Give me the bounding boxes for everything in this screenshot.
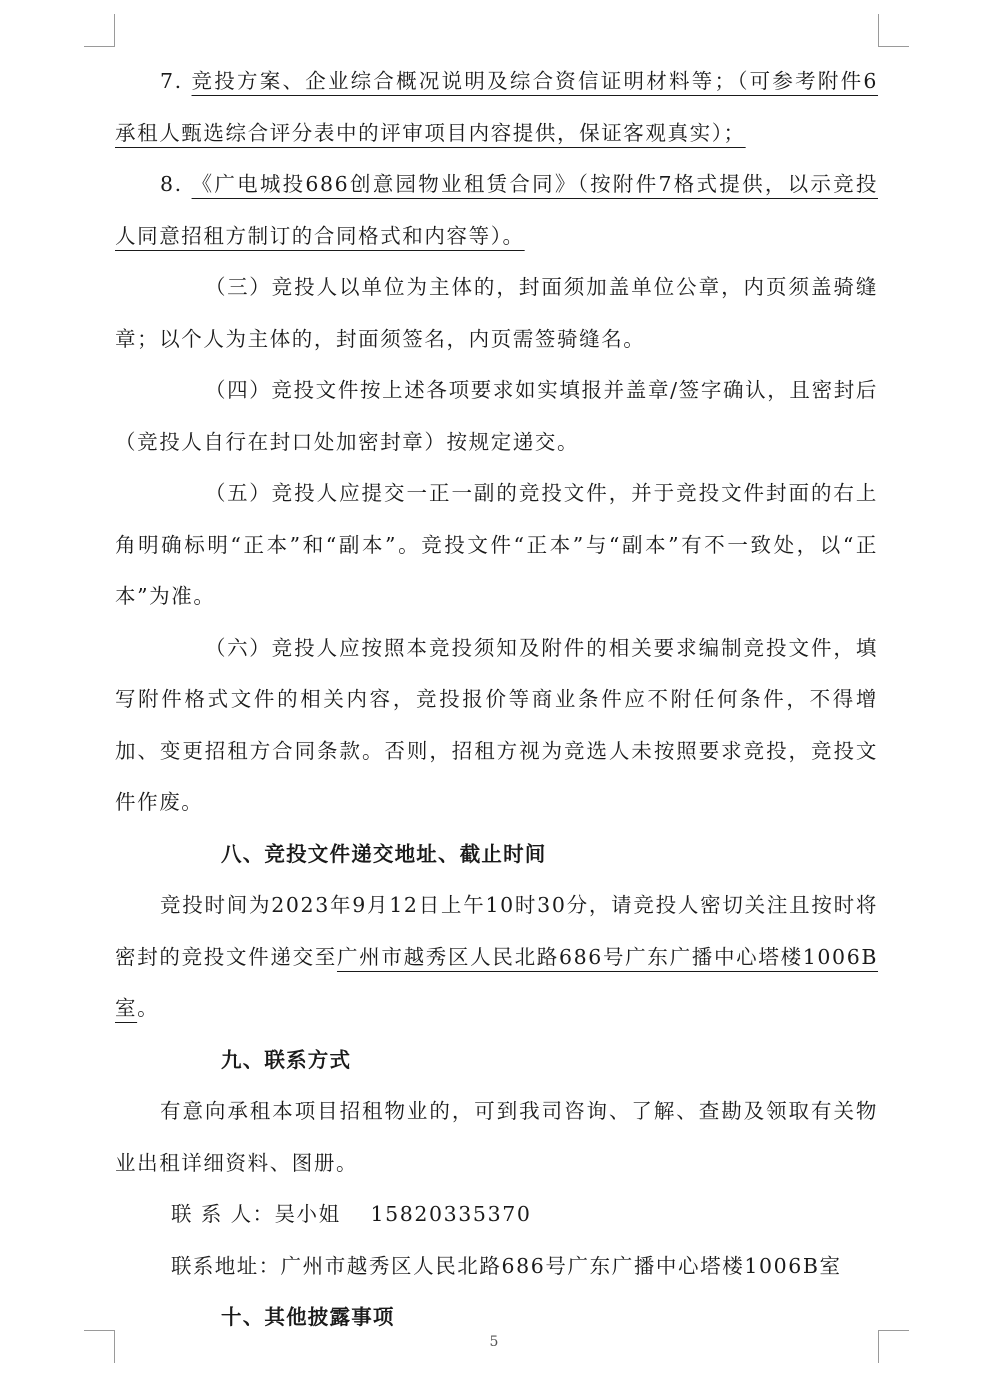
crop-mark-top-right: [878, 14, 909, 47]
page-number: 5: [489, 1334, 499, 1350]
paragraph-text: 竞投人以单位为主体的，封面须加盖单位公章，内页须盖骑缝章；以个人为主体的，封面须签名，内页需签骑缝名。: [115, 275, 878, 351]
item-number: 8.: [160, 172, 183, 196]
section-heading-8: [115, 829, 878, 881]
paragraph-number: （五）: [205, 481, 272, 505]
deadline-text-end: 。: [137, 996, 160, 1020]
paragraph-number: （六）: [205, 635, 272, 660]
submission-address: 广州市越秀区人民北路686号广东广播中心塔楼1006B室: [115, 944, 879, 1020]
section-title: 其他披露事项: [264, 1305, 395, 1329]
paragraph-3: [115, 262, 878, 365]
document-body: [115, 56, 878, 1344]
contact-person-line: [115, 1189, 878, 1241]
contact-intro: 有意向承租本项目招租物业的，可到我司咨询、了解、查勘及领取有关物业出租详细资料、图册。: [115, 1099, 878, 1175]
paragraph-5: [115, 468, 878, 623]
address-label: 联系地址：: [171, 1253, 281, 1278]
paragraph-number: （三）: [205, 275, 272, 299]
list-item-7: [115, 56, 878, 159]
paragraph-text: 竞投人应提交一正一副的竞投文件，并于竞投文件封面的右上角明确标明“正本”和“副本”。竞投文件“正本”与“副本”有不一致处，以“正本”为准。: [115, 481, 878, 608]
item-number: 7.: [160, 69, 183, 93]
deadline-text: 竞投时间为2023年9月12日上午10时30分，请竞投人密切关注且按时将密封的竞投文件递交至: [115, 893, 878, 969]
paragraph-text: 竞投文件按上述各项要求如实填报并盖章/签字确认，且密封后（竞投人自行在封口处加密封章）按规定递交。: [115, 378, 878, 454]
crop-mark-top-left: [84, 14, 115, 47]
contact-address: 广州市越秀区人民北路686号广东广播中心塔楼1006B室: [280, 1253, 842, 1278]
section-8-text: [115, 880, 878, 1035]
section-title: 竞投文件递交地址、截止时间: [264, 841, 547, 866]
section-number: 十、: [221, 1305, 265, 1329]
contact-phone: 15820335370: [370, 1202, 532, 1226]
list-item-8: [115, 159, 878, 262]
section-number: 九、: [221, 1047, 265, 1072]
section-title: 联系方式: [264, 1047, 352, 1072]
item-text: 《广电城投686创意园物业租赁合同》（按附件7格式提供，以示竞投人同意招租方制订的合同格式和内容等）。: [115, 172, 878, 248]
paragraph-number: （四）: [205, 378, 272, 402]
contact-address-line: [115, 1241, 878, 1293]
section-9-text: [115, 1086, 878, 1189]
contact-label: 联 系 人：: [171, 1202, 275, 1226]
paragraph-6: [115, 623, 878, 829]
item-text: 竞投方案、企业综合概况说明及综合资信证明材料等；（可参考附件6承租人甄选综合评分表中的评审项目内容提供，保证客观真实）；: [115, 69, 879, 145]
contact-name: 吴小姐: [274, 1202, 341, 1226]
section-number: 八、: [221, 841, 265, 866]
section-heading-9: [115, 1035, 878, 1087]
paragraph-4: [115, 365, 878, 468]
paragraph-text: 竞投人应按照本竞投须知及附件的相关要求编制竞投文件，填写附件格式文件的相关内容，竞投报价等商业条件应不附任何条件，不得增加、变更招租方合同条款。否则，招租方视为竞选人未按照要求竞投，竞投文件作废。: [115, 635, 878, 814]
